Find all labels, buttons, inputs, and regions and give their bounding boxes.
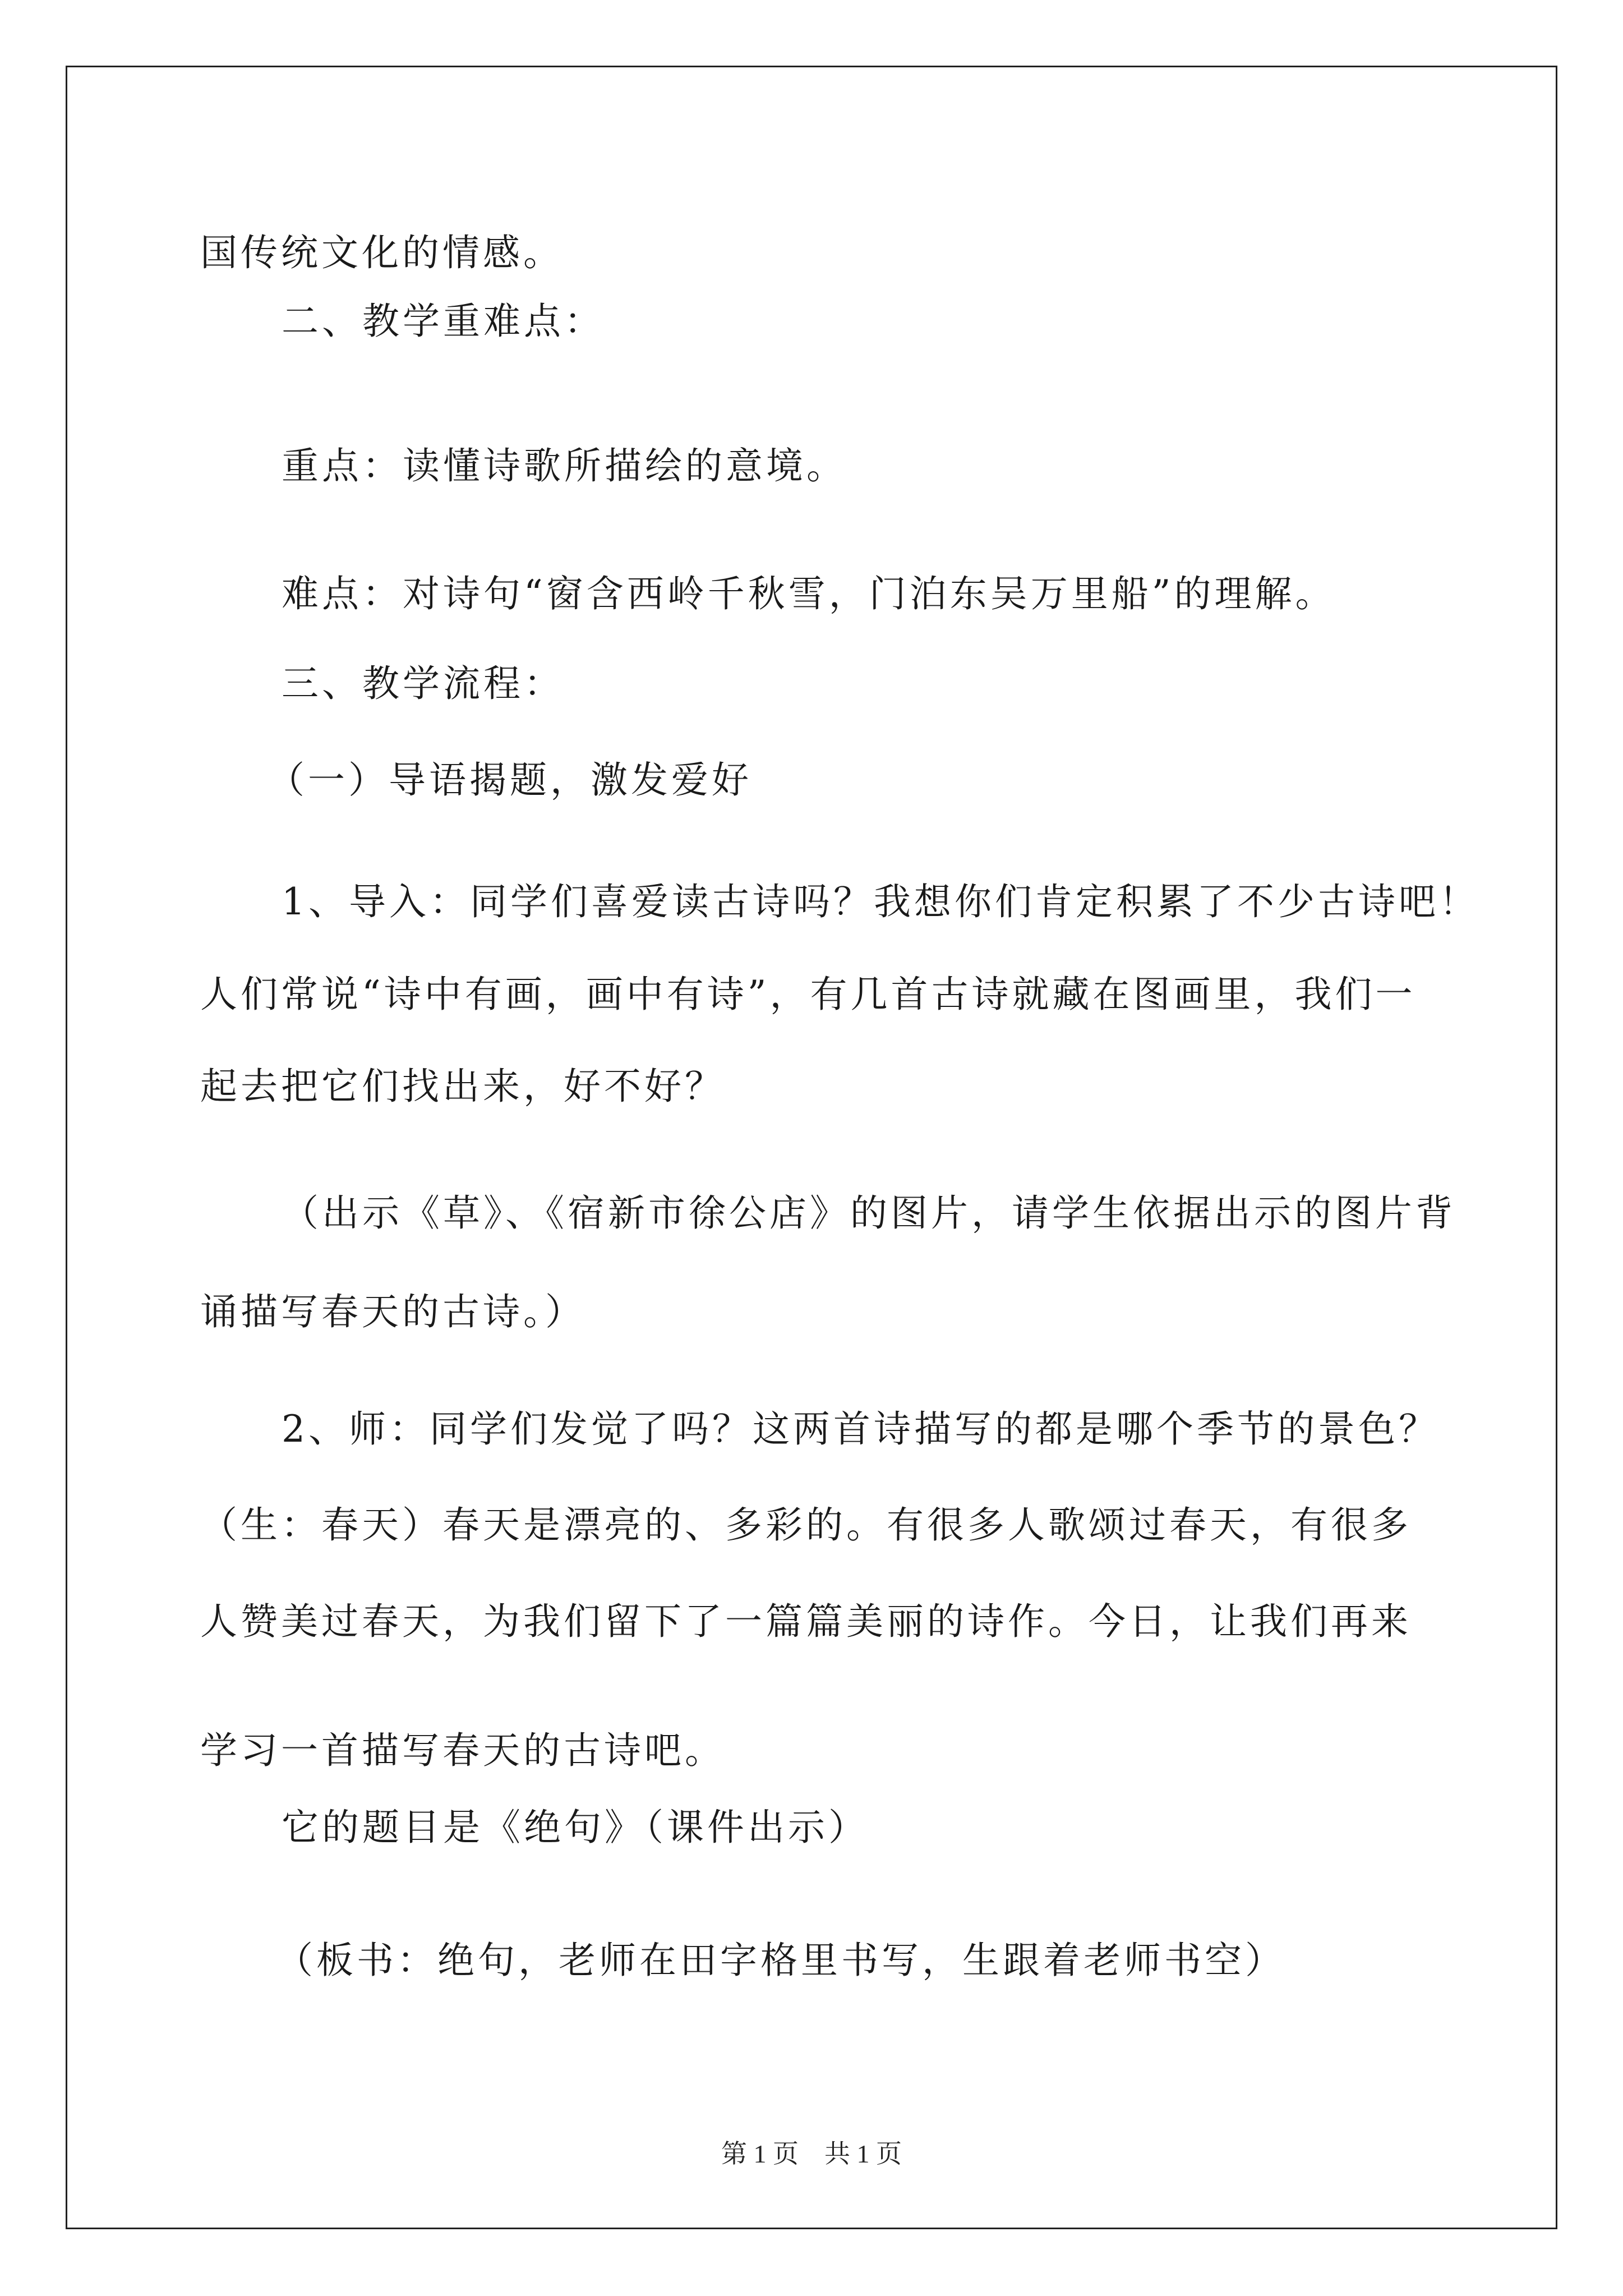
text-line: 1、导入：同学们喜爱读古诗吗？我想你们肯定积累了不少古诗吧！	[282, 880, 1479, 923]
text-line: 国传统文化的情感。	[200, 231, 564, 274]
text-line: （生：春天）春天是漂亮的、多彩的。有很多人歌颂过春天，有很多	[200, 1503, 1412, 1547]
sub-heading: （一）导语揭题，激发爱好	[268, 758, 752, 802]
text-line: 重点：读懂诗歌所描绘的意境。	[282, 444, 847, 487]
text-line: （出示《草》、《宿新市徐公店》的图片，请学生依据出示的图片背	[282, 1191, 1456, 1235]
text-line: 起去把它们找出来，好不好？	[200, 1065, 725, 1108]
text-line: 难点：对诗句“窗含西岭千秋雪，门泊东吴万里船”的理解。	[282, 572, 1336, 615]
text-line: 它的题目是《绝句》（课件出示）	[282, 1806, 869, 1849]
text-line: （板书：绝句，老师在田字格里书写，生跟着老师书空）	[276, 1939, 1285, 1982]
text-line: 学习一首描写春天的古诗吧。	[200, 1729, 725, 1772]
text-line: 人们常说“诗中有画，画中有诗”，有几首古诗就藏在图画里，我们一	[200, 973, 1416, 1016]
page-border	[66, 66, 1557, 2229]
text-line: 诵描写春天的古诗。）	[200, 1290, 585, 1333]
text-line: 人赞美过春天，为我们留下了一篇篇美丽的诗作。今日，让我们再来	[200, 1600, 1412, 1643]
page-number: 第 1 页 共 1 页	[721, 2139, 902, 2168]
section-heading: 三、教学流程：	[282, 662, 564, 705]
text-line: 2、师：同学们发觉了吗？这两首诗描写的都是哪个季节的景色？	[282, 1407, 1439, 1451]
section-heading: 二、教学重难点：	[282, 300, 605, 343]
